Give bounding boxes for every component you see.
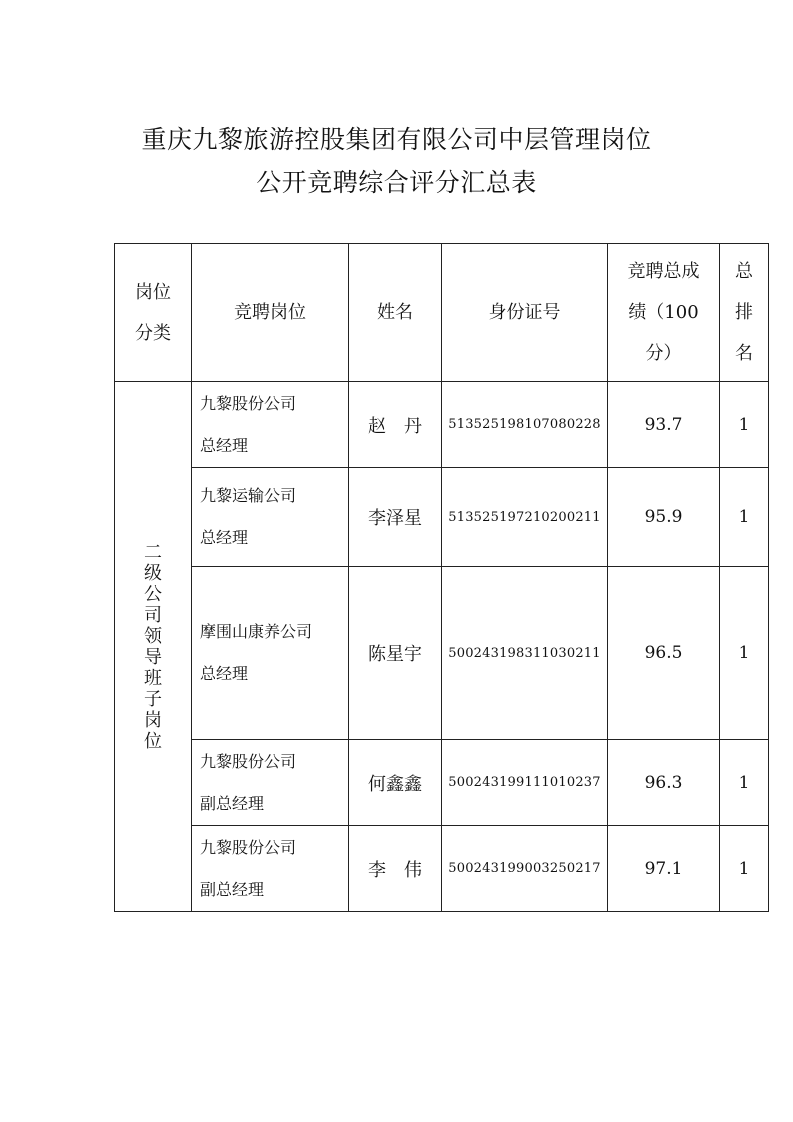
score-summary-table bbox=[114, 243, 769, 912]
score-cell: 96.3 bbox=[608, 740, 720, 826]
score-cell: 96.5 bbox=[608, 567, 720, 740]
id-cell: 500243199003250217 bbox=[442, 826, 608, 912]
name-cell: 何鑫鑫 bbox=[349, 740, 442, 826]
header-category: 岗位分类 bbox=[115, 244, 192, 382]
rank-cell: 1 bbox=[720, 468, 769, 567]
id-cell: 513525197210200211 bbox=[442, 468, 608, 567]
name-cell: 李泽星 bbox=[349, 468, 442, 567]
rank-cell: 1 bbox=[720, 567, 769, 740]
header-score: 竞聘总成绩（100分） bbox=[608, 244, 720, 382]
id-cell: 513525198107080228 bbox=[442, 382, 608, 468]
score-cell: 97.1 bbox=[608, 826, 720, 912]
title-line-2: 公开竞聘综合评分汇总表 bbox=[256, 168, 537, 197]
rank-cell: 1 bbox=[720, 740, 769, 826]
category-cell: 二级公司领导班子岗位 bbox=[115, 382, 192, 912]
name-cell: 李 伟 bbox=[349, 826, 442, 912]
rank-cell: 1 bbox=[720, 826, 769, 912]
position-cell: 九黎运输公司 总经理 bbox=[192, 468, 349, 567]
position-cell: 摩围山康养公司 总经理 bbox=[192, 567, 349, 740]
score-cell: 93.7 bbox=[608, 382, 720, 468]
name-cell: 赵 丹 bbox=[349, 382, 442, 468]
position-cell: 九黎股份公司 总经理 bbox=[192, 382, 349, 468]
title-line-1: 重庆九黎旅游控股集团有限公司中层管理岗位 bbox=[141, 125, 652, 154]
rank-cell: 1 bbox=[720, 382, 769, 468]
name-cell: 陈星宇 bbox=[349, 567, 442, 740]
table-row bbox=[115, 382, 769, 468]
table-row bbox=[115, 567, 769, 740]
score-cell: 95.9 bbox=[608, 468, 720, 567]
header-id: 身份证号 bbox=[442, 244, 608, 382]
id-cell: 500243198311030211 bbox=[442, 567, 608, 740]
table-row bbox=[115, 468, 769, 567]
table-row bbox=[115, 826, 769, 912]
table-row bbox=[115, 740, 769, 826]
header-name: 姓名 bbox=[349, 244, 442, 382]
id-cell: 500243199111010237 bbox=[442, 740, 608, 826]
header-rank: 总排名 bbox=[720, 244, 769, 382]
header-position: 竞聘岗位 bbox=[192, 244, 349, 382]
table-header-row bbox=[115, 244, 769, 382]
position-cell: 九黎股份公司 副总经理 bbox=[192, 740, 349, 826]
position-cell: 九黎股份公司 副总经理 bbox=[192, 826, 349, 912]
